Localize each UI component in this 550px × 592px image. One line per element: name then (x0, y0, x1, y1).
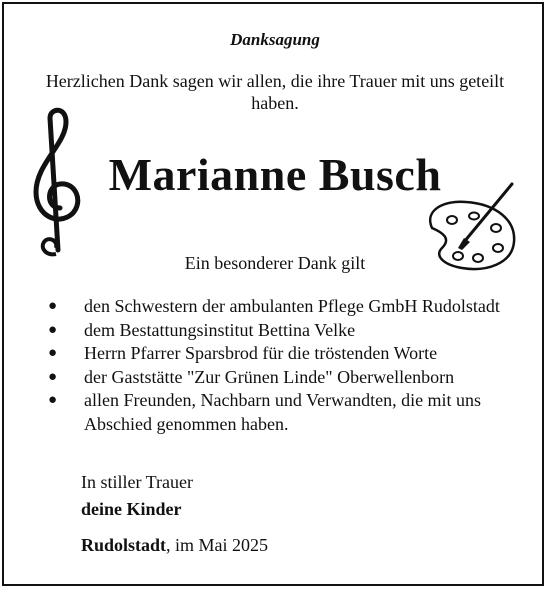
list-item: ● allen Freunden, Nachbarn und Verwandten, die mit uns Abschied genommen haben. (48, 390, 482, 434)
list-item: ● der Gaststätte "Zur Grünen Linde" Oberwellenborn (44, 366, 534, 390)
signoff (81, 469, 193, 523)
thanks-heading: Ein besonderer Dank gilt (184, 253, 366, 273)
bullet: ● (48, 321, 58, 338)
bullet: ● (48, 392, 58, 408)
bullet: ● (48, 345, 58, 361)
notice-title: Danksagung (230, 30, 320, 49)
list-item: ● Herrn Pfarrer Sparsbrod für die tröstenden Worte (44, 342, 534, 366)
deceased-name: Marianne Busch (108, 149, 442, 200)
thanks-list (44, 295, 534, 436)
bullet: ● (48, 298, 58, 314)
place-name: Rudolstadt (81, 535, 167, 555)
bullet: ● (48, 368, 58, 385)
list-item: ● dem Bestattungsinstitut Bettina Velke (44, 319, 534, 343)
intro-text: Herzlichen Dank sagen wir allen, die ihre Trauer mit uns geteilt haben. (45, 71, 505, 113)
date-text: , im Mai 2025 (166, 535, 269, 555)
place-date (81, 535, 268, 556)
signoff-family: deine Kinder (81, 499, 182, 519)
list-item: ● den Schwestern der ambulanten Pflege GmbH Rudolstadt (44, 295, 534, 319)
signoff-line: In stiller Trauer (81, 472, 193, 492)
